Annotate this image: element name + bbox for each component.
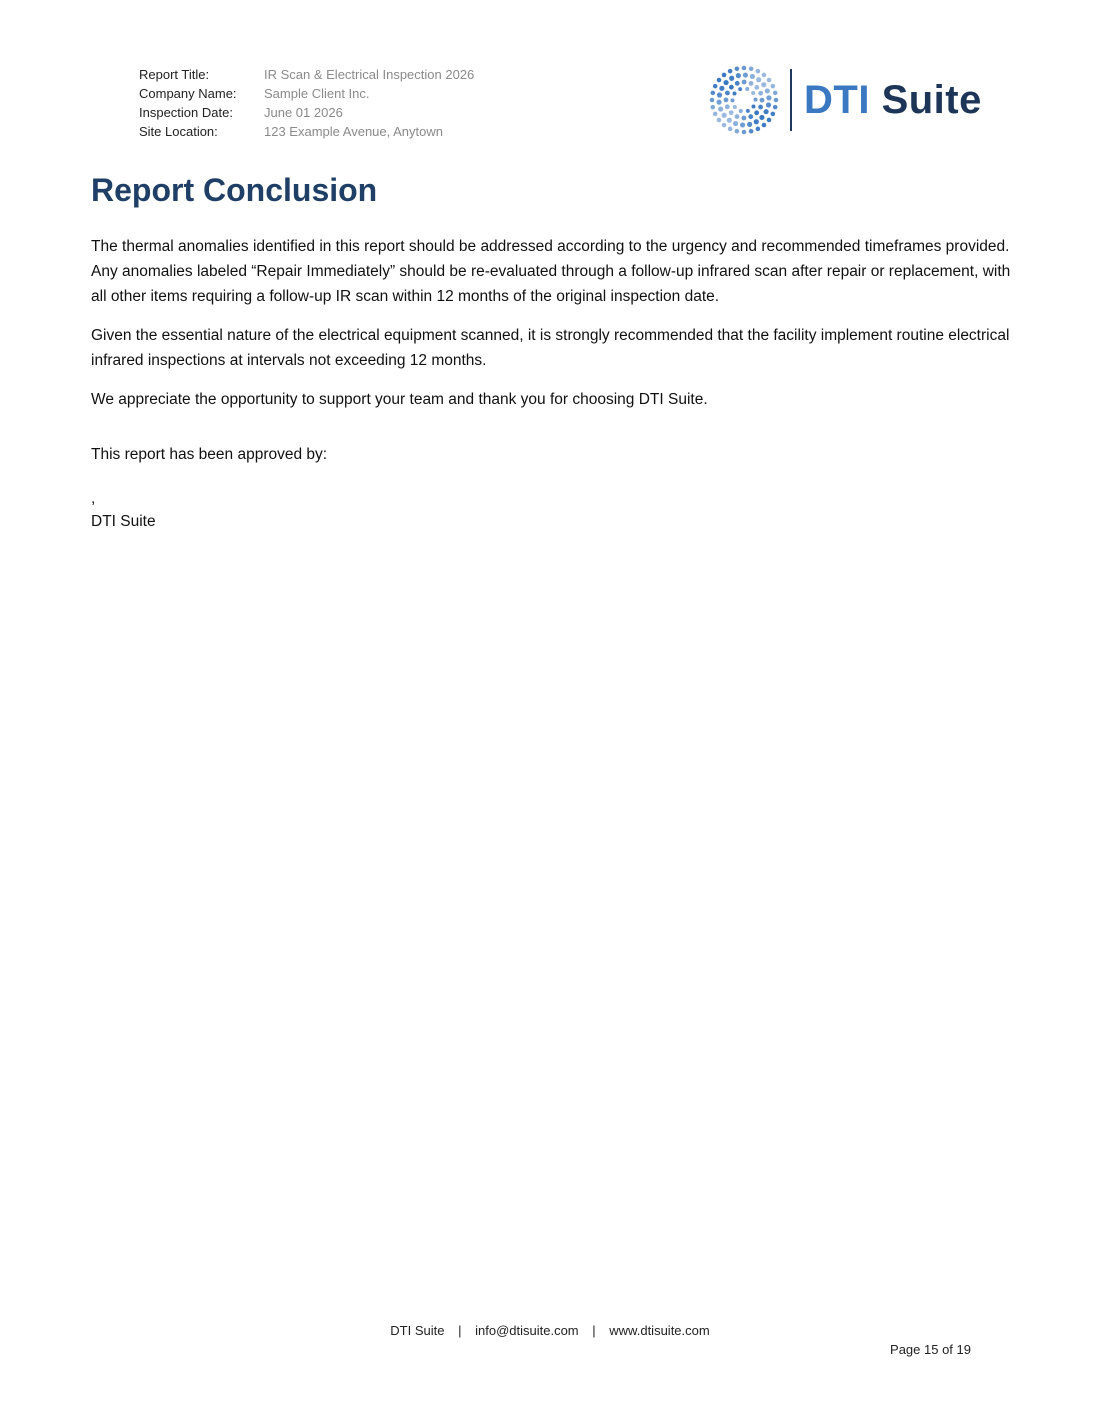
meta-value: 123 Example Avenue, Anytown [264,124,443,139]
paragraph: The thermal anomalies identified in this report should be addressed according to the urgency and recommended timeframes provided. Any anomalies labeled “Repair Immediately” should be re-evaluated through a follow-up infrared scan after repair or replacement, with all other items requiring a follow-up IR scan within 12 months of the original inspection date. [91,238,1011,305]
meta-row-site-location [139,122,474,141]
report-meta [139,65,474,141]
page-title: Report Conclusion [91,172,378,208]
meta-value: Sample Client Inc. [264,86,370,101]
logo-divider [790,69,792,131]
paragraph: Given the essential nature of the electrical equipment scanned, it is strongly recommended that the facility implement routine electrical infrared inspections at intervals not exceeding 12 months. [91,327,1010,369]
logo-text-primary: DTI [804,77,870,122]
footer-company: DTI Suite [390,1323,445,1338]
meta-label: Inspection Date: [139,105,233,120]
footer-email[interactable]: info@dtisuite.com [475,1323,579,1338]
dotted-circle-logo-icon [708,64,780,136]
paragraph: We appreciate the opportunity to support your team and thank you for choosing DTI Suite. [91,391,708,408]
page-footer [0,1323,1100,1338]
footer-separator: | [458,1323,462,1338]
signer-company: DTI Suite [91,513,156,530]
footer-website[interactable]: www.dtisuite.com [609,1323,710,1338]
meta-label: Report Title: [139,67,210,82]
meta-row-inspection-date [139,103,474,122]
meta-label: Site Location: [139,124,218,139]
logo-text-secondary: Suite [881,77,982,122]
meta-value: IR Scan & Electrical Inspection 2026 [264,67,475,82]
meta-row-report-title [139,65,474,84]
report-body [91,234,1011,534]
footer-separator: | [592,1323,596,1338]
signer-line: , [91,490,96,507]
logo-wordmark [804,78,982,123]
page-number: Page 15 of 19 [890,1342,971,1357]
meta-value: June 01 2026 [264,105,343,120]
company-logo [708,64,982,136]
meta-label: Company Name: [139,86,237,101]
approval-label: This report has been approved by: [91,446,328,463]
meta-row-company-name [139,84,474,103]
